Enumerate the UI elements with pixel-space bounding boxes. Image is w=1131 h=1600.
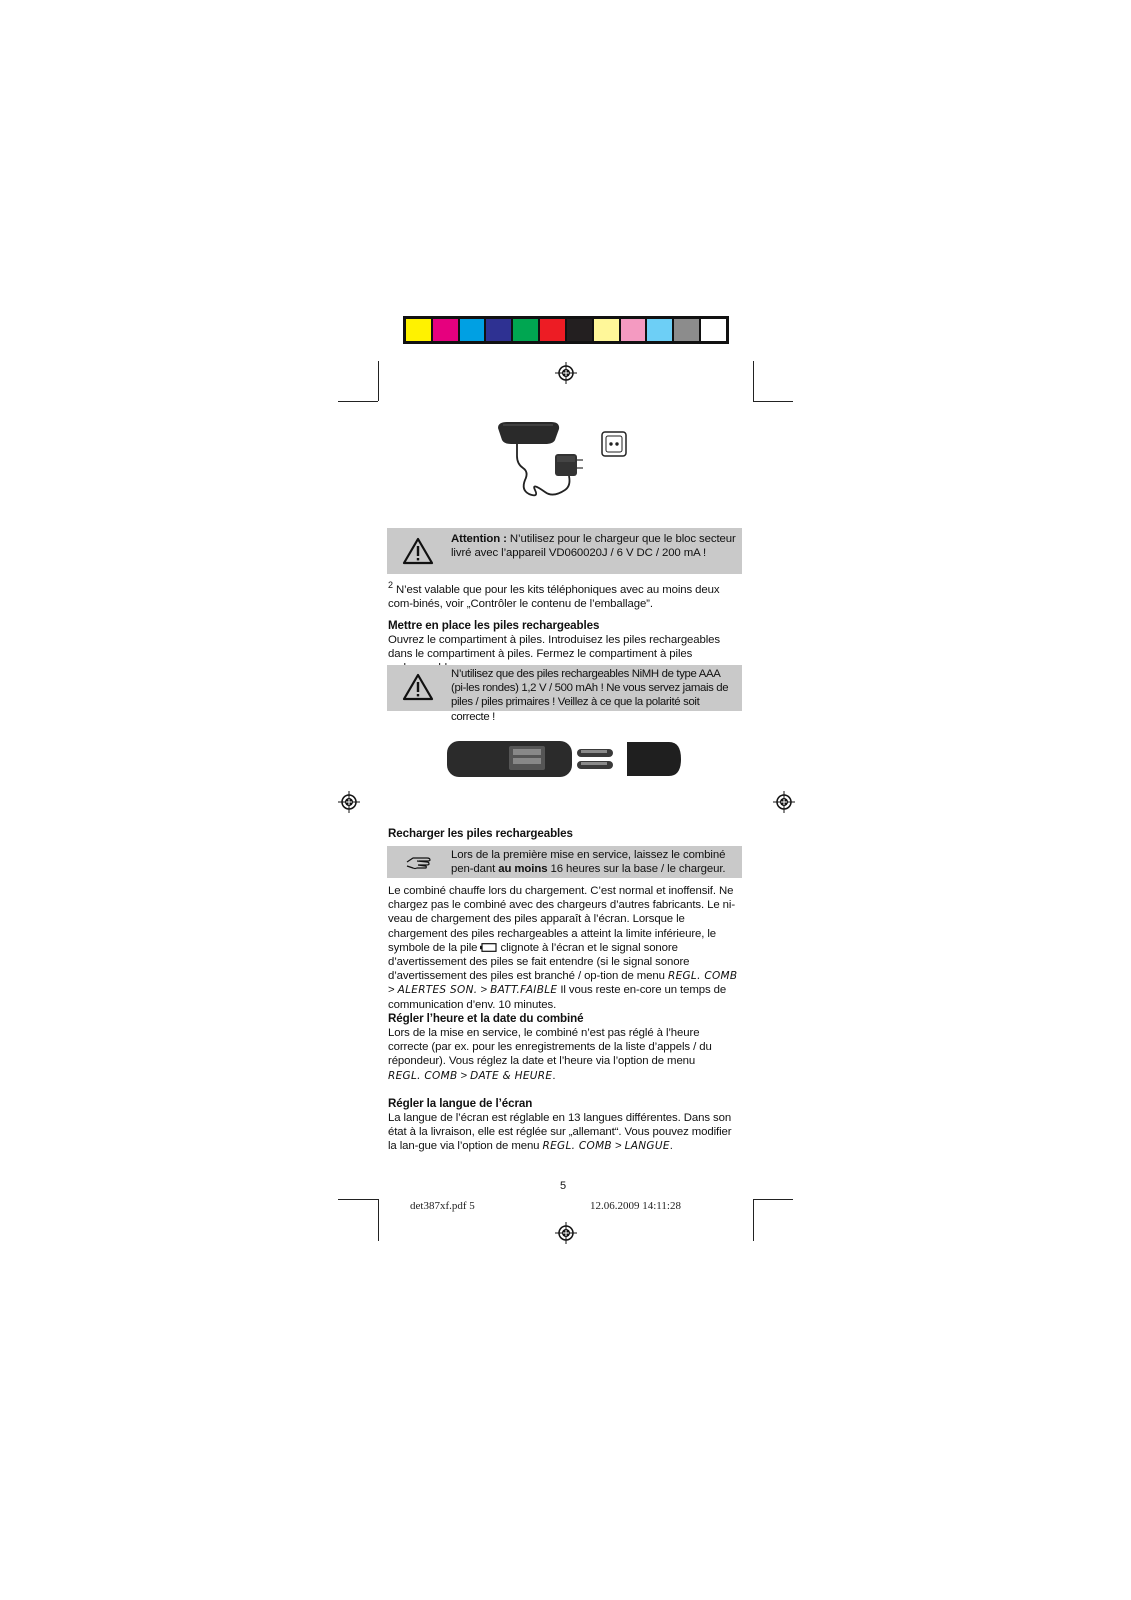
- attention-body: N’utilisez pour le chargeur que le bloc secteur livré avec l’appareil VD060020J / 6 V DC / 200 mA !: [451, 533, 736, 560]
- crop-mark: [753, 1199, 754, 1241]
- swatch-magenta: [433, 319, 458, 341]
- section-title-time: Régler l’heure et la date du combiné: [388, 1012, 584, 1025]
- section-body-time: [388, 1026, 740, 1083]
- section-title-batteries: Mettre en place les piles rechargeables: [388, 619, 600, 632]
- swatch-light-cyan: [647, 319, 672, 341]
- battery-icon: [480, 943, 497, 952]
- menu-separator: >: [611, 1140, 625, 1153]
- crop-mark: [753, 401, 793, 402]
- page-number: 5: [560, 1180, 567, 1192]
- time-body: Lors de la mise en service, le combiné n’est pas réglé à l’heure correcte (par ex. pour les enregistrements de la liste d’appels / du répondeur). Vous réglez la date et l’heure via l’option de menu: [388, 1027, 712, 1068]
- menu-regl-comb: REGL. COMB: [667, 970, 738, 983]
- color-calibration-bar: [403, 316, 729, 344]
- menu-regl-comb: REGL. COMB: [542, 1140, 612, 1153]
- registration-mark-icon: [338, 791, 360, 813]
- menu-separator: >: [457, 1069, 471, 1082]
- recharge-note-text: [451, 848, 737, 876]
- time-end: .: [552, 1069, 556, 1082]
- menu-langue: LANGUE: [624, 1140, 670, 1153]
- pointing-hand-icon: [405, 853, 433, 871]
- crop-mark: [753, 1199, 793, 1200]
- swatch-yellow: [406, 319, 431, 341]
- recharge-note-post: 16 heures sur la base / le chargeur.: [547, 863, 726, 876]
- registration-mark-icon: [773, 791, 795, 813]
- section-title-language: Régler la langue de l’écran: [388, 1097, 533, 1110]
- footer-filename: det387xf.pdf 5: [410, 1200, 475, 1212]
- battery-warning-text: N’utilisez que des piles rechargeables NiMH de type AAA (pi-les rondes) 1,2 V / 500 mAh ! Ne vous servez jamais de piles / piles primaires ! Veillez à ce que la polarité soit correcte !: [451, 668, 729, 723]
- charger-illustration: [495, 420, 635, 512]
- menu-date-heure: DATE & HEURE: [470, 1069, 553, 1082]
- section-body-language: [388, 1111, 740, 1154]
- swatch-cyan: [460, 319, 485, 341]
- footnote: [388, 578, 740, 611]
- crop-mark: [338, 1199, 378, 1200]
- crop-mark: [753, 361, 754, 401]
- registration-mark-icon: [555, 362, 577, 384]
- swatch-gray: [674, 319, 699, 341]
- swatch-red: [540, 319, 565, 341]
- recharge-body: [388, 884, 740, 1012]
- attention-label: Attention :: [451, 533, 507, 545]
- recharge-note-box: [387, 846, 742, 878]
- swatch-blue: [486, 319, 511, 341]
- section-body-batteries: Ouvrez le compartiment à piles. Introduisez les piles rechargeables dans le compartiment à piles. Fermez le compartiment à piles: [388, 634, 721, 661]
- footer-timestamp: 12.06.2009 14:11:28: [590, 1200, 681, 1212]
- menu-separator: >: [388, 984, 398, 997]
- crop-mark: [378, 1199, 379, 1241]
- section-title-recharge: Recharger les piles rechargeables: [388, 827, 573, 840]
- crop-mark: [338, 401, 378, 402]
- menu-batt-faible: BATT.FAIBLE: [490, 984, 558, 997]
- handset-batteries-illustration: [447, 738, 683, 780]
- menu-alertes-son: ALERTES SON.: [397, 984, 478, 997]
- menu-regl-comb: REGL. COMB: [388, 1069, 458, 1082]
- recharge-note-bold: au moins: [498, 863, 548, 876]
- recharge-body-part2: clignote à l’écran et le signal sonore d’avertissement des piles se fait entendre (si le signal sonore d’avertissement des piles est branché / op-tion de menu: [388, 941, 690, 983]
- recharge-note-pre: Lors de la première mise en service, laissez le combiné pen-dant: [451, 849, 726, 876]
- registration-mark-icon: [555, 1222, 577, 1244]
- attention-box: [387, 528, 742, 574]
- swatch-green: [513, 319, 538, 341]
- swatch-light-yellow: [594, 319, 619, 341]
- crop-mark: [378, 361, 379, 401]
- attention-text: [451, 532, 737, 560]
- menu-separator: >: [477, 984, 491, 997]
- swatch-white: [701, 319, 726, 341]
- swatch-pink: [621, 319, 646, 341]
- language-body: La langue de l’écran est réglable en 13 langues différentes. Dans son état à la livraison, elle est réglée sur „allemant“. Vous pouvez modifier la lan-gue via l’option de menu: [388, 1112, 732, 1153]
- battery-warning-box: [387, 665, 742, 723]
- recharge-body-part3: Il vous reste en-core un temps de communication d’env. 10 minutes.: [388, 984, 727, 1011]
- footnote-text: N’est valable que pour les kits téléphoniques avec au moins deux com-binés, voir „Contrôler le contenu de l’emballage”.: [388, 583, 720, 610]
- footnote-number: 2: [388, 580, 393, 590]
- swatch-black: [567, 319, 592, 341]
- warning-triangle-icon: [402, 673, 434, 701]
- language-end: .: [669, 1140, 673, 1153]
- warning-triangle-icon: [402, 537, 434, 565]
- recharge-body-part1: Le combiné chauffe lors du chargement. C’est normal et inoffensif. Ne chargez pas le combiné avec des chargeurs d’autres fabricants. Le ni-veau de chargement des piles apparaît à l’écran. Lorsque le chargement des piles rechargeables a atteint la limite inférieure, le symbole de la pile: [388, 885, 736, 954]
